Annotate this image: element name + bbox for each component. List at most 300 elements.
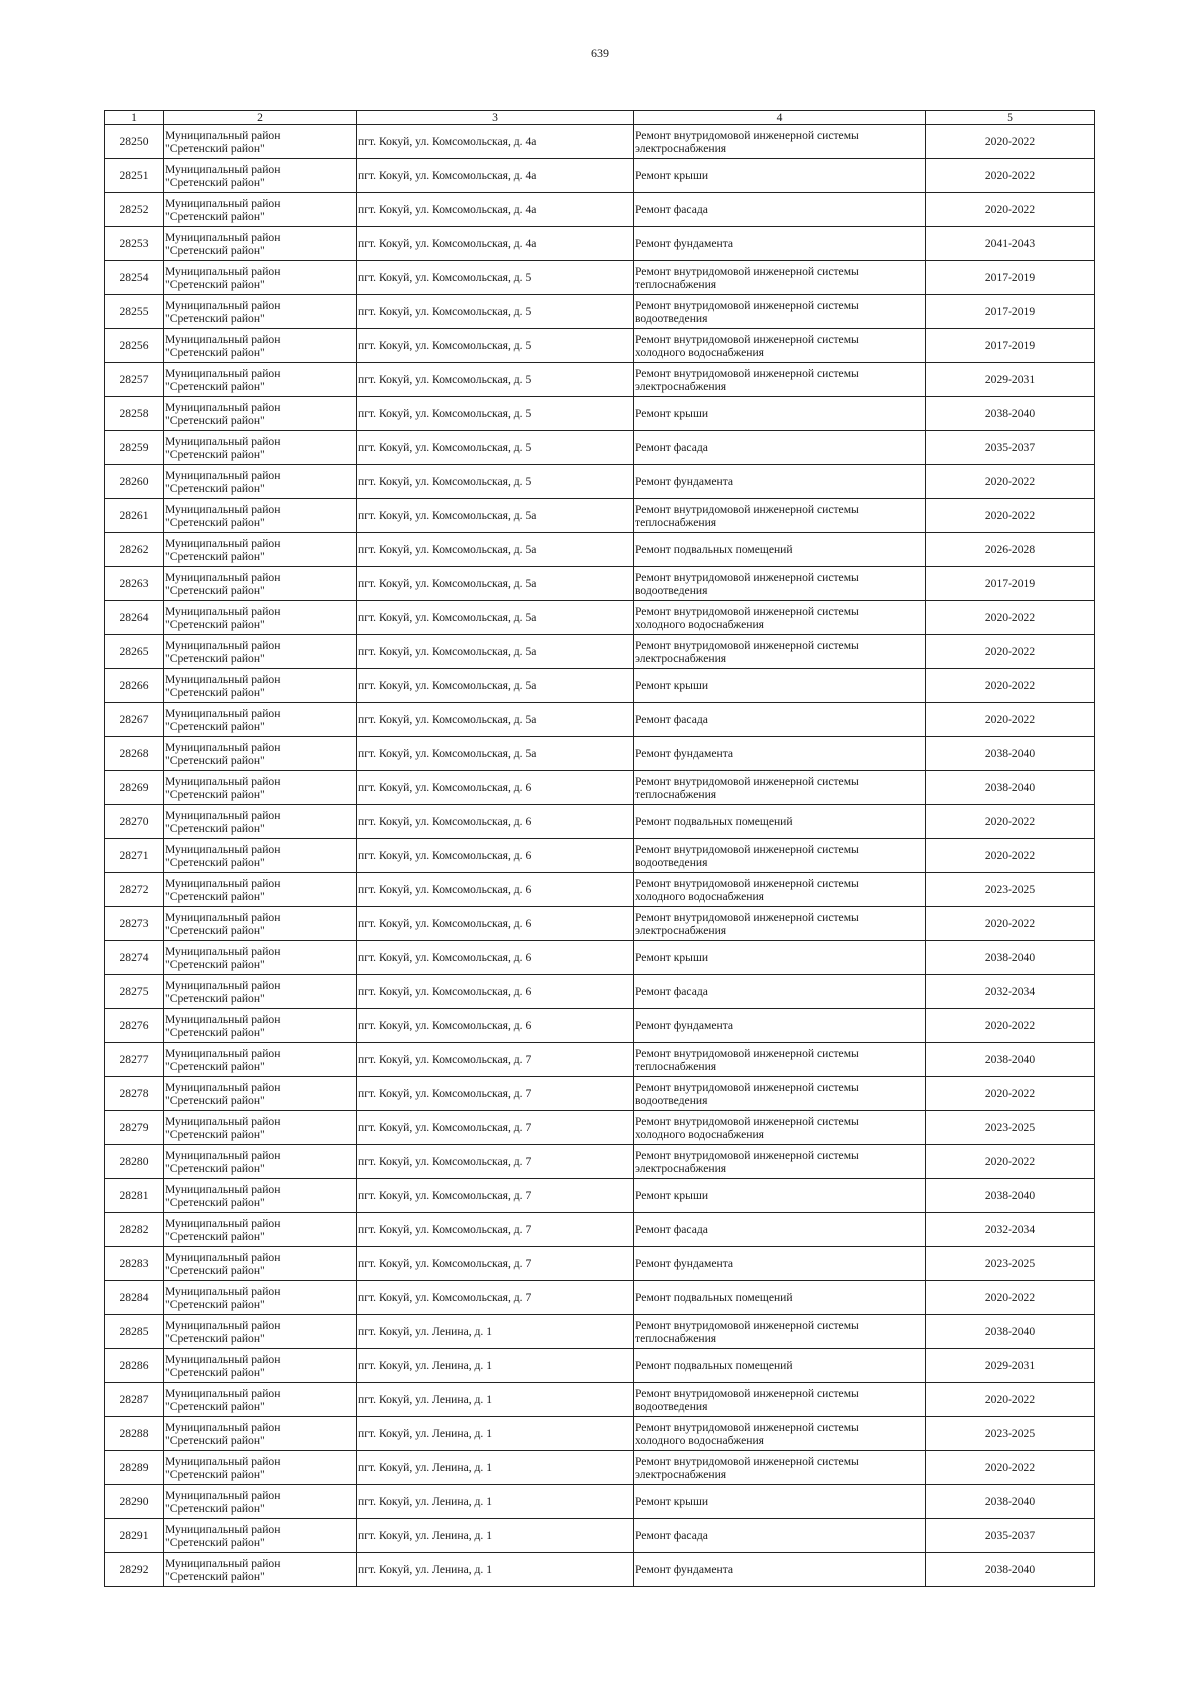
municipality-line-2: "Сретенский район" — [165, 1059, 265, 1073]
address-cell: пгт. Кокуй, ул. Комсомольская, д. 6 — [357, 839, 634, 873]
table-row — [105, 1077, 1095, 1111]
table-row — [105, 1281, 1095, 1315]
municipality-line-2: "Сретенский район" — [165, 855, 265, 869]
municipality-line-1: Муниципальный район — [165, 808, 281, 822]
municipality-line-2: "Сретенский район" — [165, 617, 265, 631]
row-number: 28287 — [105, 1383, 164, 1417]
municipality-line-2: "Сретенский район" — [165, 1399, 265, 1413]
municipality-cell — [164, 1077, 357, 1111]
row-number: 28275 — [105, 975, 164, 1009]
work-type-line-1: Ремонт крыши — [635, 951, 709, 964]
municipality-line-1: Муниципальный район — [165, 638, 281, 652]
work-type-cell — [634, 1349, 926, 1383]
municipality-line-1: Муниципальный район — [165, 1488, 281, 1502]
table-row — [105, 635, 1095, 669]
period-cell: 2038-2040 — [926, 397, 1095, 431]
work-type-cell — [634, 1417, 926, 1451]
table-row — [105, 567, 1095, 601]
municipality-cell — [164, 839, 357, 873]
work-type-line-1: Ремонт внутридомовой инженерной системы — [635, 638, 859, 652]
municipality-line-2: "Сретенский район" — [165, 549, 265, 563]
municipality-cell — [164, 1485, 357, 1519]
municipality-line-2: "Сретенский район" — [165, 821, 265, 835]
header-col-4: 4 — [634, 111, 926, 125]
work-type-line-1: Ремонт внутридомовой инженерной системы — [635, 1318, 859, 1332]
municipality-line-1: Муниципальный район — [165, 1250, 281, 1264]
row-number: 28286 — [105, 1349, 164, 1383]
address-cell: пгт. Кокуй, ул. Комсомольская, д. 6 — [357, 873, 634, 907]
period-cell: 2029-2031 — [926, 363, 1095, 397]
work-type-line-1: Ремонт подвальных помещений — [635, 543, 793, 556]
period-cell: 2038-2040 — [926, 941, 1095, 975]
work-type-line-1: Ремонт внутридомовой инженерной системы — [635, 1114, 859, 1128]
work-type-line-1: Ремонт фундамента — [635, 747, 734, 760]
work-type-line-2: теплоснабжения — [635, 1331, 717, 1345]
municipality-line-1: Муниципальный район — [165, 1352, 281, 1366]
table-row — [105, 431, 1095, 465]
municipality-cell — [164, 1519, 357, 1553]
row-number: 28260 — [105, 465, 164, 499]
municipality-cell — [164, 465, 357, 499]
period-cell: 2023-2025 — [926, 873, 1095, 907]
header-row — [105, 111, 1095, 125]
work-type-line-1: Ремонт внутридомовой инженерной системы — [635, 876, 859, 890]
address-cell: пгт. Кокуй, ул. Комсомольская, д. 4а — [357, 159, 634, 193]
municipality-cell — [164, 567, 357, 601]
table-row — [105, 1213, 1095, 1247]
municipality-cell — [164, 669, 357, 703]
work-type-cell — [634, 1451, 926, 1485]
work-type-cell — [634, 329, 926, 363]
row-number: 28277 — [105, 1043, 164, 1077]
period-cell: 2020-2022 — [926, 669, 1095, 703]
table-row — [105, 1111, 1095, 1145]
municipality-line-2: "Сретенский район" — [165, 1535, 265, 1549]
work-type-line-1: Ремонт внутридомовой инженерной системы — [635, 604, 859, 618]
work-type-line-1: Ремонт фасада — [635, 1223, 708, 1236]
row-number: 28278 — [105, 1077, 164, 1111]
municipality-line-2: "Сретенский район" — [165, 413, 265, 427]
work-type-line-1: Ремонт крыши — [635, 169, 709, 182]
work-type-cell — [634, 1043, 926, 1077]
municipality-line-2: "Сретенский район" — [165, 1025, 265, 1039]
table-row — [105, 601, 1095, 635]
table-row — [105, 125, 1095, 159]
period-cell: 2020-2022 — [926, 635, 1095, 669]
work-type-cell — [634, 1315, 926, 1349]
municipality-cell — [164, 805, 357, 839]
work-type-line-2: электроснабжения — [635, 379, 727, 393]
municipality-cell — [164, 1315, 357, 1349]
table-row — [105, 397, 1095, 431]
row-number: 28270 — [105, 805, 164, 839]
municipality-line-1: Муниципальный район — [165, 910, 281, 924]
work-type-line-1: Ремонт внутридомовой инженерной системы — [635, 332, 859, 346]
municipality-line-1: Муниципальный район — [165, 264, 281, 278]
municipality-line-2: "Сретенский район" — [165, 1161, 265, 1175]
municipality-line-2: "Сретенский район" — [165, 209, 265, 223]
work-type-line-1: Ремонт внутридомовой инженерной системы — [635, 128, 859, 142]
municipality-line-2: "Сретенский район" — [165, 481, 265, 495]
header-col-1: 1 — [105, 111, 164, 125]
municipality-cell — [164, 533, 357, 567]
municipality-line-1: Муниципальный район — [165, 774, 281, 788]
municipality-line-1: Муниципальный район — [165, 434, 281, 448]
work-type-cell — [634, 839, 926, 873]
work-type-cell — [634, 227, 926, 261]
row-number: 28291 — [105, 1519, 164, 1553]
period-cell: 2020-2022 — [926, 1383, 1095, 1417]
work-type-line-1: Ремонт фасада — [635, 1529, 708, 1542]
municipality-line-2: "Сретенский район" — [165, 1093, 265, 1107]
period-cell: 2020-2022 — [926, 1077, 1095, 1111]
work-type-line-1: Ремонт крыши — [635, 679, 709, 692]
municipality-cell — [164, 941, 357, 975]
work-type-line-2: водоотведения — [635, 1093, 708, 1107]
address-cell: пгт. Кокуй, ул. Ленина, д. 1 — [357, 1451, 634, 1485]
address-cell: пгт. Кокуй, ул. Комсомольская, д. 5а — [357, 601, 634, 635]
municipality-line-2: "Сретенский район" — [165, 1569, 265, 1583]
municipality-cell — [164, 907, 357, 941]
row-number: 28269 — [105, 771, 164, 805]
municipality-cell — [164, 1349, 357, 1383]
municipality-line-1: Муниципальный район — [165, 128, 281, 142]
municipality-cell — [164, 1281, 357, 1315]
period-cell: 2020-2022 — [926, 465, 1095, 499]
municipality-line-1: Муниципальный район — [165, 672, 281, 686]
row-number: 28261 — [105, 499, 164, 533]
table-row — [105, 1179, 1095, 1213]
work-type-line-1: Ремонт внутридомовой инженерной системы — [635, 842, 859, 856]
work-type-line-2: холодного водоснабжения — [635, 889, 765, 903]
period-cell: 2038-2040 — [926, 1315, 1095, 1349]
municipality-cell — [164, 771, 357, 805]
period-cell: 2017-2019 — [926, 329, 1095, 363]
work-type-line-1: Ремонт внутридомовой инженерной системы — [635, 774, 859, 788]
table-row — [105, 839, 1095, 873]
table-row — [105, 941, 1095, 975]
address-cell: пгт. Кокуй, ул. Комсомольская, д. 5а — [357, 499, 634, 533]
work-type-cell — [634, 1485, 926, 1519]
period-cell: 2038-2040 — [926, 1553, 1095, 1587]
page-number: 639 — [591, 46, 609, 60]
row-number: 28290 — [105, 1485, 164, 1519]
address-cell: пгт. Кокуй, ул. Ленина, д. 1 — [357, 1485, 634, 1519]
table-row — [105, 1009, 1095, 1043]
period-cell: 2023-2025 — [926, 1417, 1095, 1451]
row-number: 28256 — [105, 329, 164, 363]
work-type-line-2: электроснабжения — [635, 141, 727, 155]
work-type-cell — [634, 533, 926, 567]
row-number: 28255 — [105, 295, 164, 329]
work-type-cell — [634, 873, 926, 907]
period-cell: 2020-2022 — [926, 907, 1095, 941]
period-cell: 2020-2022 — [926, 193, 1095, 227]
work-type-line-2: холодного водоснабжения — [635, 617, 765, 631]
municipality-line-1: Муниципальный район — [165, 536, 281, 550]
period-cell: 2017-2019 — [926, 295, 1095, 329]
table-row — [105, 805, 1095, 839]
municipality-line-1: Муниципальный район — [165, 1522, 281, 1536]
work-type-cell — [634, 431, 926, 465]
municipality-cell — [164, 1043, 357, 1077]
period-cell: 2038-2040 — [926, 737, 1095, 771]
period-cell: 2026-2028 — [926, 533, 1095, 567]
work-type-cell — [634, 1179, 926, 1213]
work-type-line-2: теплоснабжения — [635, 515, 717, 529]
work-type-cell — [634, 1281, 926, 1315]
municipality-line-1: Муниципальный район — [165, 876, 281, 890]
municipality-line-1: Муниципальный район — [165, 230, 281, 244]
table-row — [105, 1417, 1095, 1451]
municipality-line-1: Муниципальный район — [165, 740, 281, 754]
row-number: 28250 — [105, 125, 164, 159]
work-type-cell — [634, 771, 926, 805]
municipality-line-1: Муниципальный район — [165, 1386, 281, 1400]
municipality-cell — [164, 397, 357, 431]
work-type-cell — [634, 1519, 926, 1553]
municipality-line-1: Муниципальный район — [165, 1182, 281, 1196]
municipality-line-2: "Сретенский район" — [165, 1331, 265, 1345]
work-type-line-2: водоотведения — [635, 583, 708, 597]
row-number: 28265 — [105, 635, 164, 669]
table-row — [105, 1043, 1095, 1077]
address-cell: пгт. Кокуй, ул. Комсомольская, д. 5а — [357, 567, 634, 601]
work-type-line-1: Ремонт внутридомовой инженерной системы — [635, 1454, 859, 1468]
table-row — [105, 703, 1095, 737]
period-cell: 2020-2022 — [926, 1281, 1095, 1315]
municipality-line-1: Муниципальный район — [165, 162, 281, 176]
table-row — [105, 261, 1095, 295]
municipality-cell — [164, 1009, 357, 1043]
table-row — [105, 1451, 1095, 1485]
municipality-line-1: Муниципальный район — [165, 1114, 281, 1128]
work-type-line-1: Ремонт подвальных помещений — [635, 815, 793, 828]
period-cell: 2017-2019 — [926, 261, 1095, 295]
work-type-cell — [634, 703, 926, 737]
work-type-line-1: Ремонт внутридомовой инженерной системы — [635, 570, 859, 584]
address-cell: пгт. Кокуй, ул. Ленина, д. 1 — [357, 1349, 634, 1383]
table-row — [105, 159, 1095, 193]
period-cell: 2038-2040 — [926, 771, 1095, 805]
address-cell: пгт. Кокуй, ул. Комсомольская, д. 7 — [357, 1247, 634, 1281]
municipality-line-2: "Сретенский район" — [165, 651, 265, 665]
municipality-line-2: "Сретенский район" — [165, 141, 265, 155]
work-type-cell — [634, 1247, 926, 1281]
municipality-cell — [164, 193, 357, 227]
work-type-line-2: водоотведения — [635, 855, 708, 869]
row-number: 28252 — [105, 193, 164, 227]
period-cell: 2032-2034 — [926, 1213, 1095, 1247]
municipality-line-2: "Сретенский район" — [165, 1263, 265, 1277]
municipality-cell — [164, 261, 357, 295]
municipality-line-2: "Сретенский район" — [165, 345, 265, 359]
row-number: 28288 — [105, 1417, 164, 1451]
work-type-line-1: Ремонт фасада — [635, 441, 708, 454]
municipality-cell — [164, 1179, 357, 1213]
row-number: 28285 — [105, 1315, 164, 1349]
address-cell: пгт. Кокуй, ул. Комсомольская, д. 7 — [357, 1043, 634, 1077]
address-cell: пгт. Кокуй, ул. Комсомольская, д. 6 — [357, 771, 634, 805]
municipality-line-1: Муниципальный район — [165, 1454, 281, 1468]
table-row — [105, 669, 1095, 703]
address-cell: пгт. Кокуй, ул. Комсомольская, д. 6 — [357, 805, 634, 839]
municipality-line-2: "Сретенский район" — [165, 243, 265, 257]
work-type-line-1: Ремонт фасада — [635, 203, 708, 216]
municipality-line-2: "Сретенский район" — [165, 277, 265, 291]
address-cell: пгт. Кокуй, ул. Комсомольская, д. 5а — [357, 737, 634, 771]
period-cell: 2035-2037 — [926, 431, 1095, 465]
work-type-cell — [634, 193, 926, 227]
table-row — [105, 363, 1095, 397]
row-number: 28281 — [105, 1179, 164, 1213]
municipality-line-1: Муниципальный район — [165, 1556, 281, 1570]
row-number: 28257 — [105, 363, 164, 397]
work-type-cell — [634, 1213, 926, 1247]
header-col-5: 5 — [926, 111, 1095, 125]
municipality-line-1: Муниципальный район — [165, 706, 281, 720]
work-type-line-2: электроснабжения — [635, 1161, 727, 1175]
work-type-line-2: электроснабжения — [635, 923, 727, 937]
work-type-line-1: Ремонт внутридомовой инженерной системы — [635, 264, 859, 278]
municipality-line-1: Муниципальный район — [165, 604, 281, 618]
row-number: 28273 — [105, 907, 164, 941]
work-type-cell — [634, 805, 926, 839]
table-row — [105, 907, 1095, 941]
municipality-cell — [164, 125, 357, 159]
work-type-line-1: Ремонт внутридомовой инженерной системы — [635, 502, 859, 516]
address-cell: пгт. Кокуй, ул. Комсомольская, д. 4а — [357, 125, 634, 159]
period-cell: 2038-2040 — [926, 1485, 1095, 1519]
row-number: 28282 — [105, 1213, 164, 1247]
row-number: 28262 — [105, 533, 164, 567]
municipality-line-1: Муниципальный район — [165, 1080, 281, 1094]
work-type-line-2: холодного водоснабжения — [635, 345, 765, 359]
work-type-cell — [634, 1009, 926, 1043]
municipality-cell — [164, 1417, 357, 1451]
municipality-line-1: Муниципальный район — [165, 1284, 281, 1298]
municipality-line-2: "Сретенский район" — [165, 1229, 265, 1243]
work-type-line-1: Ремонт фундамента — [635, 237, 734, 250]
row-number: 28263 — [105, 567, 164, 601]
address-cell: пгт. Кокуй, ул. Комсомольская, д. 7 — [357, 1077, 634, 1111]
municipality-cell — [164, 363, 357, 397]
municipality-line-1: Муниципальный район — [165, 1012, 281, 1026]
address-cell: пгт. Кокуй, ул. Ленина, д. 1 — [357, 1519, 634, 1553]
period-cell: 2020-2022 — [926, 703, 1095, 737]
municipality-line-2: "Сретенский район" — [165, 1501, 265, 1515]
work-type-line-2: холодного водоснабжения — [635, 1127, 765, 1141]
work-type-line-2: водоотведения — [635, 1399, 708, 1413]
work-type-line-1: Ремонт крыши — [635, 407, 709, 420]
table-row — [105, 1349, 1095, 1383]
work-type-line-1: Ремонт крыши — [635, 1189, 709, 1202]
municipality-cell — [164, 1383, 357, 1417]
row-number: 28267 — [105, 703, 164, 737]
row-number: 28251 — [105, 159, 164, 193]
work-type-cell — [634, 363, 926, 397]
work-type-cell — [634, 261, 926, 295]
work-type-line-1: Ремонт подвальных помещений — [635, 1359, 793, 1372]
period-cell: 2020-2022 — [926, 839, 1095, 873]
municipality-line-2: "Сретенский район" — [165, 447, 265, 461]
table-row — [105, 1485, 1095, 1519]
table-row — [105, 1145, 1095, 1179]
work-type-line-1: Ремонт внутридомовой инженерной системы — [635, 1148, 859, 1162]
municipality-line-1: Муниципальный район — [165, 196, 281, 210]
table-row — [105, 465, 1095, 499]
period-cell: 2032-2034 — [926, 975, 1095, 1009]
municipality-line-2: "Сретенский район" — [165, 1195, 265, 1209]
address-cell: пгт. Кокуй, ул. Комсомольская, д. 7 — [357, 1145, 634, 1179]
row-number: 28268 — [105, 737, 164, 771]
municipality-line-1: Муниципальный район — [165, 944, 281, 958]
municipality-line-2: "Сретенский район" — [165, 175, 265, 189]
table-row — [105, 737, 1095, 771]
row-number: 28271 — [105, 839, 164, 873]
work-type-line-2: теплоснабжения — [635, 1059, 717, 1073]
address-cell: пгт. Кокуй, ул. Комсомольская, д. 7 — [357, 1179, 634, 1213]
municipality-line-1: Муниципальный район — [165, 1148, 281, 1162]
municipality-line-1: Муниципальный район — [165, 502, 281, 516]
municipality-line-1: Муниципальный район — [165, 1216, 281, 1230]
municipality-cell — [164, 1145, 357, 1179]
table-row — [105, 1383, 1095, 1417]
municipality-cell — [164, 499, 357, 533]
work-type-line-2: электроснабжения — [635, 651, 727, 665]
municipality-cell — [164, 1111, 357, 1145]
work-type-cell — [634, 1077, 926, 1111]
address-cell: пгт. Кокуй, ул. Ленина, д. 1 — [357, 1315, 634, 1349]
address-cell: пгт. Кокуй, ул. Ленина, д. 1 — [357, 1383, 634, 1417]
table-row — [105, 873, 1095, 907]
row-number: 28283 — [105, 1247, 164, 1281]
period-cell: 2017-2019 — [926, 567, 1095, 601]
work-type-line-1: Ремонт фундамента — [635, 1019, 734, 1032]
table-row — [105, 193, 1095, 227]
work-type-line-2: теплоснабжения — [635, 277, 717, 291]
work-type-line-1: Ремонт внутридомовой инженерной системы — [635, 910, 859, 924]
table-row — [105, 295, 1095, 329]
municipality-cell — [164, 737, 357, 771]
municipality-line-2: "Сретенский район" — [165, 787, 265, 801]
address-cell: пгт. Кокуй, ул. Ленина, д. 1 — [357, 1417, 634, 1451]
address-cell: пгт. Кокуй, ул. Комсомольская, д. 6 — [357, 1009, 634, 1043]
row-number: 28292 — [105, 1553, 164, 1587]
address-cell: пгт. Кокуй, ул. Ленина, д. 1 — [357, 1553, 634, 1587]
address-cell: пгт. Кокуй, ул. Комсомольская, д. 7 — [357, 1213, 634, 1247]
address-cell: пгт. Кокуй, ул. Комсомольская, д. 4а — [357, 193, 634, 227]
row-number: 28264 — [105, 601, 164, 635]
municipality-cell — [164, 227, 357, 261]
row-number: 28254 — [105, 261, 164, 295]
work-type-line-2: электроснабжения — [635, 1467, 727, 1481]
municipality-line-2: "Сретенский район" — [165, 1467, 265, 1481]
period-cell: 2041-2043 — [926, 227, 1095, 261]
municipality-line-1: Муниципальный район — [165, 366, 281, 380]
municipality-cell — [164, 635, 357, 669]
municipality-line-1: Муниципальный район — [165, 842, 281, 856]
table-row — [105, 1315, 1095, 1349]
address-cell: пгт. Кокуй, ул. Комсомольская, д. 6 — [357, 975, 634, 1009]
work-type-cell — [634, 499, 926, 533]
municipality-line-2: "Сретенский район" — [165, 1365, 265, 1379]
work-type-line-1: Ремонт фундамента — [635, 1257, 734, 1270]
work-type-cell — [634, 125, 926, 159]
work-type-cell — [634, 567, 926, 601]
work-type-line-1: Ремонт крыши — [635, 1495, 709, 1508]
work-type-line-2: теплоснабжения — [635, 787, 717, 801]
